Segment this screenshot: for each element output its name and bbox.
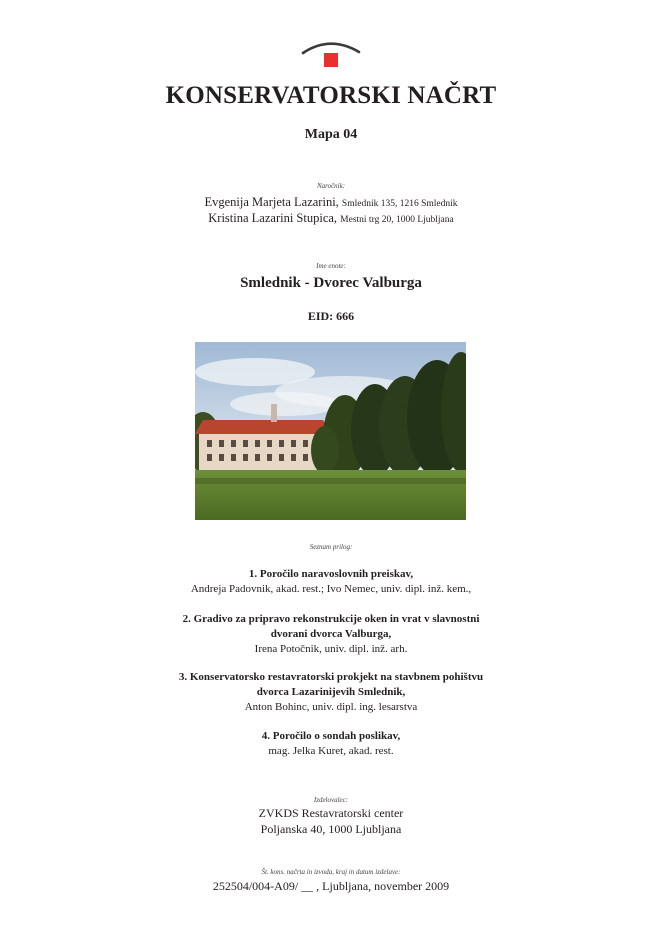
attachment-item [0,729,662,759]
client-name: Evgenija Marjeta Lazarini, [204,195,339,209]
attachment-title: 2. Gradivo za pripravo rekonstrukcije oken in vrat v slavnostni [182,613,480,625]
client-address: Mestni trg 20, 1000 Ljubljana [340,215,454,225]
attachment-item [0,612,662,657]
attachment-title: 4. Poročilo o sondah poslikav, [261,730,401,742]
attachment-title: dvorani dvorca Valburga, [270,628,392,640]
client-line [0,210,662,228]
client-label: Naročnik: [316,182,346,190]
attachment-title: dvorca Lazarinijevih Smlednik, [256,686,406,698]
page-subtitle: Mapa 04 [304,127,358,142]
manor-photo [195,342,466,520]
page-title: KONSERVATORSKI NAČRT [165,82,497,109]
attachment-author: mag. Jelka Kuret, akad. rest. [268,745,394,757]
attachment-author: Irena Potočnik, univ. dipl. inž. arh. [254,643,408,655]
client-address: Smlednik 135, 1216 Smlednik [341,199,458,209]
attachment-title: 3. Konservatorsko restavratorski prokjekt na stavbnem pohištvu [178,671,484,683]
attachment-item [0,670,662,715]
attachment-title: 1. Poročilo naravoslovnih preiskav, [248,568,414,580]
unit-name: Smlednik - Dvorec Valburga [240,275,422,291]
unit-label: Ime enote: [316,262,346,270]
document-number: 252504/004-A09/ __ , Ljubljana, november 2009 [212,879,450,893]
zvkds-logo-icon [300,38,362,68]
attachments-label: Seznam prilog: [309,543,353,551]
number-label: Št. kons. načrta in izvoda, kraj in datum izdelave: [261,868,401,876]
maker-line: Poljanska 40, 1000 Ljubljana [260,822,402,836]
client-name: Kristina Lazarini Stupica, [208,211,338,225]
maker-line: ZVKDS Restavratorski center [258,806,404,820]
unit-eid: EID: 666 [307,309,355,323]
attachment-item [0,567,662,597]
attachment-author: Anton Bohinc, univ. dipl. ing. lesarstva [244,701,418,713]
attachment-author: Andreja Padovnik, akad. rest.; Ivo Nemec, univ. dipl. inž. kem., [190,583,472,595]
maker-label: Izdelovalec: [313,796,349,804]
